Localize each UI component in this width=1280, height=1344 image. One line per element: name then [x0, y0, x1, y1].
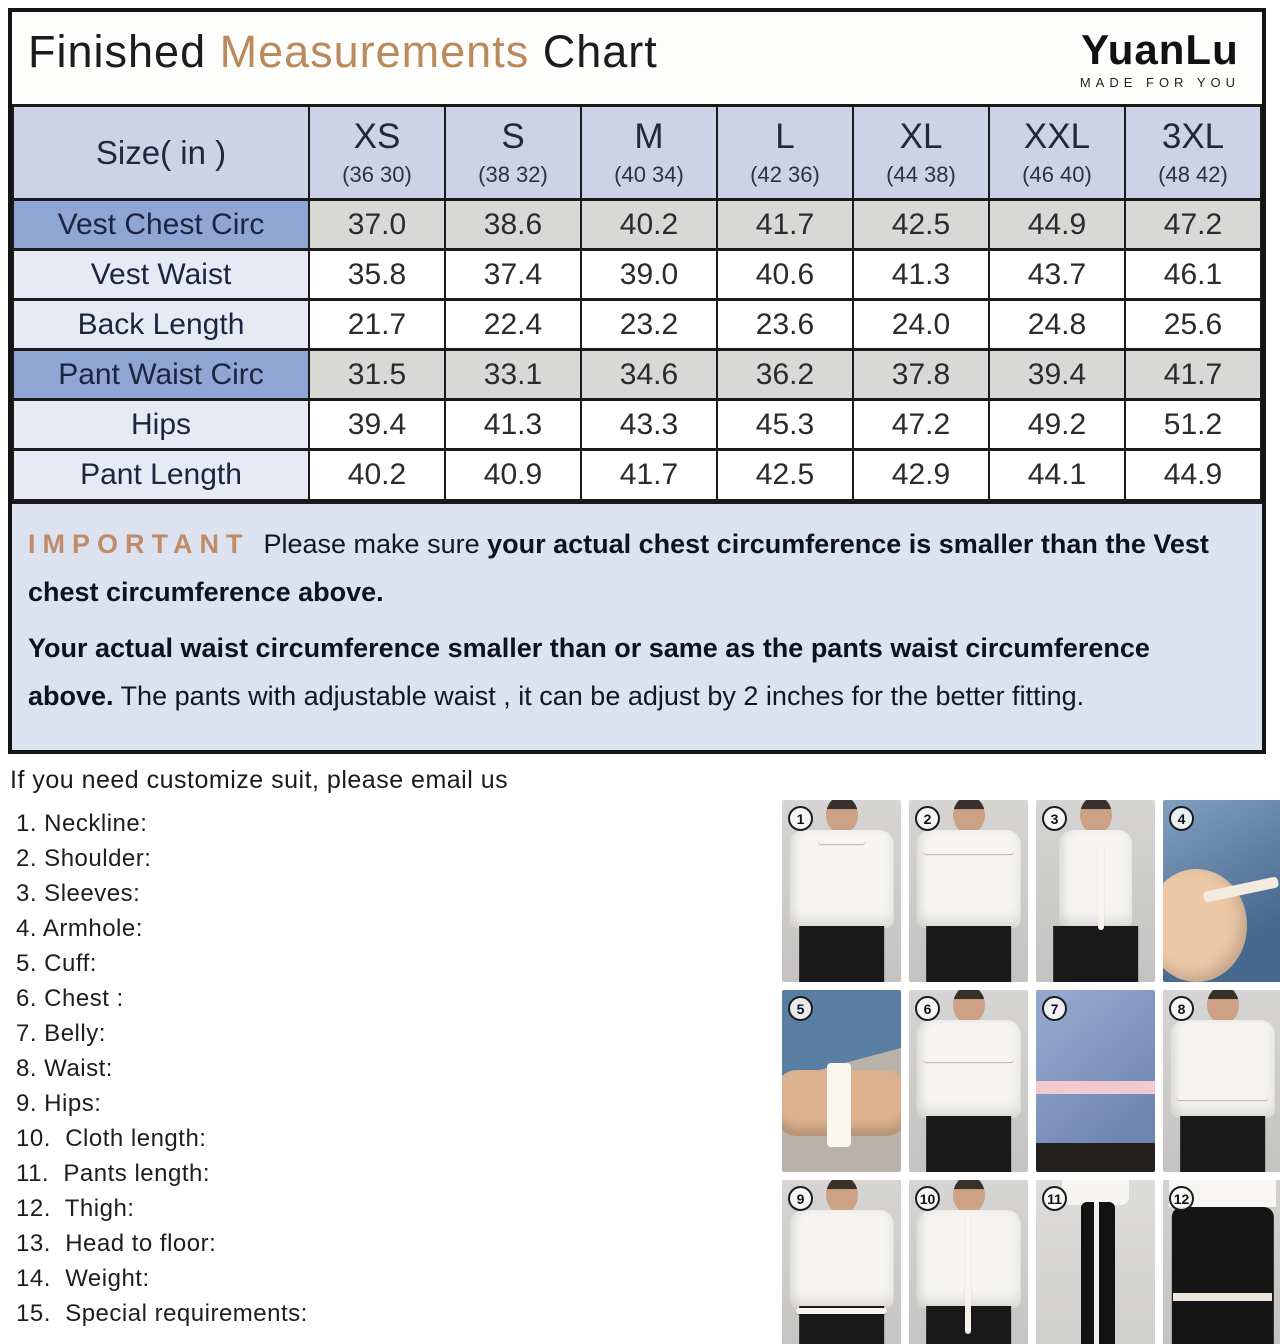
brand-name: YuanLu: [1081, 26, 1239, 73]
measuring-tape: [923, 848, 1013, 854]
cell-value: 39.4: [309, 400, 445, 450]
photo-cloth-length-measurement: [909, 1180, 1028, 1344]
list-item-armhole: 4. Armhole:: [16, 915, 143, 942]
col-header-3xl: 3XL (48 42): [1125, 106, 1261, 200]
page-title: [28, 26, 658, 78]
brand-tagline: MADE FOR YOU: [1079, 75, 1240, 91]
important-note: [12, 501, 1262, 750]
list-item-cuff: 5. Cuff:: [16, 950, 97, 977]
measuring-tape: [1036, 1081, 1155, 1094]
measuring-tape: [1173, 1293, 1273, 1301]
customize-heading: If you need customize suit, please email us: [10, 766, 509, 794]
cell-value: 41.7: [717, 200, 853, 250]
figure-torso: [916, 1020, 1021, 1118]
table-row-vest-chest: [13, 200, 1261, 250]
table-row-pant-length: [13, 450, 1261, 500]
row-label: Pant Waist Circ: [13, 350, 309, 400]
size-unit-header: Size( in ): [13, 106, 309, 200]
cell-value: 36.2: [717, 350, 853, 400]
photo-number-badge: 4: [1169, 806, 1194, 831]
size-measurements-table: [12, 104, 1262, 501]
photo-pants-length-measurement: [1036, 1180, 1155, 1344]
row-label: Vest Waist: [13, 250, 309, 300]
list-item-head-to-floor: 13. Head to floor:: [16, 1230, 217, 1257]
cell-value: 47.2: [1125, 200, 1261, 250]
figure-pants: [1180, 1116, 1266, 1172]
cell-value: 41.7: [581, 450, 717, 500]
photo-hips-measurement: [782, 1180, 901, 1344]
cell-value: 41.7: [1125, 350, 1261, 400]
photo-belly-measurement: [1036, 990, 1155, 1172]
cell-value: 40.6: [717, 250, 853, 300]
note-text: The pants with adjustable waist , it can be adjust by 2 inches for the better fitting.: [113, 680, 1085, 711]
photo-number-badge: 2: [915, 806, 940, 831]
figure-head: [953, 1180, 985, 1214]
list-item-pants-length: 11. Pants length:: [16, 1160, 211, 1187]
note-paragraph-waist: [28, 624, 1236, 720]
list-item-sleeves: 3. Sleeves:: [16, 880, 141, 907]
col-header-l: L (42 36): [717, 106, 853, 200]
table-row-pant-waist: [13, 350, 1261, 400]
photo-number-badge: 1: [788, 806, 813, 831]
figure-head: [1080, 800, 1112, 834]
photo-armhole-measurement: [1163, 800, 1280, 982]
figure-head: [953, 990, 985, 1024]
row-label: Hips: [13, 400, 309, 450]
list-item-cloth-length: 10. Cloth length:: [16, 1125, 207, 1152]
cell-value: 25.6: [1125, 300, 1261, 350]
cell-value: 38.6: [445, 200, 581, 250]
photo-chest-measurement: [909, 990, 1028, 1172]
cell-value: 44.1: [989, 450, 1125, 500]
table-row-vest-waist: [13, 250, 1261, 300]
cell-value: 46.1: [1125, 250, 1261, 300]
cell-value: 44.9: [989, 200, 1125, 250]
photo-number-badge: 10: [915, 1186, 940, 1211]
cell-value: 41.3: [853, 250, 989, 300]
cell-value: 41.3: [445, 400, 581, 450]
figure-pants: [926, 1116, 1012, 1172]
list-item-neckline: 1. Neckline:: [16, 810, 148, 837]
col-header-xl: XL (44 38): [853, 106, 989, 200]
cell-value: 24.0: [853, 300, 989, 350]
cell-value: 33.1: [445, 350, 581, 400]
list-item-waist: 8. Waist:: [16, 1055, 113, 1082]
customize-measurement-list: [16, 806, 308, 1331]
cell-value: 39.0: [581, 250, 717, 300]
note-text: Please make sure: [263, 528, 488, 559]
list-item-special-requirements: 15. Special requirements:: [16, 1300, 308, 1327]
title-part-finished: Finished: [28, 26, 220, 77]
cell-value: 51.2: [1125, 400, 1261, 450]
title-part-chart: Chart: [529, 26, 658, 77]
figure-head: [826, 1180, 858, 1214]
cell-value: 39.4: [989, 350, 1125, 400]
table-header-row: [13, 106, 1261, 200]
measuring-tape: [923, 1056, 1013, 1062]
cell-value: 43.3: [581, 400, 717, 450]
cell-value: 40.2: [309, 450, 445, 500]
brand-logo: [1080, 26, 1240, 90]
photo-number-badge: 7: [1042, 996, 1067, 1021]
cell-value: 42.5: [717, 450, 853, 500]
cell-value: 22.4: [445, 300, 581, 350]
col-header-m: M (40 34): [581, 106, 717, 200]
list-item-shoulder: 2. Shoulder:: [16, 845, 152, 872]
cell-value: 42.9: [853, 450, 989, 500]
figure-torso: [789, 1210, 894, 1308]
chart-header: [12, 12, 1262, 104]
photo-cuff-measurement: [782, 990, 901, 1172]
row-label: Vest Chest Circ: [13, 200, 309, 250]
measuring-tape: [1177, 1094, 1267, 1100]
col-header-s: S (38 32): [445, 106, 581, 200]
cell-value: 37.0: [309, 200, 445, 250]
cell-value: 40.2: [581, 200, 717, 250]
measurement-photo-grid: [782, 800, 1280, 1344]
col-header-xs: XS (36 30): [309, 106, 445, 200]
cell-value: 43.7: [989, 250, 1125, 300]
figure-head: [1207, 990, 1239, 1024]
measurements-chart-box: [8, 8, 1266, 754]
measuring-tape: [818, 838, 866, 844]
cell-value: 47.2: [853, 400, 989, 450]
measuring-tape: [1098, 844, 1104, 930]
list-item-chest: 6. Chest :: [16, 985, 124, 1012]
list-item-weight: 14. Weight:: [16, 1265, 150, 1292]
cell-value: 49.2: [989, 400, 1125, 450]
photo-number-badge: 6: [915, 996, 940, 1021]
photo-number-badge: 8: [1169, 996, 1194, 1021]
cell-value: 31.5: [309, 350, 445, 400]
photo-number-badge: 3: [1042, 806, 1067, 831]
photo-number-badge: 11: [1042, 1186, 1067, 1211]
list-item-hips: 9. Hips:: [16, 1090, 102, 1117]
cell-value: 23.6: [717, 300, 853, 350]
figure-head: [826, 800, 858, 834]
important-label: IMPORTANT: [28, 528, 250, 559]
cell-value: 37.8: [853, 350, 989, 400]
list-item-belly: 7. Belly:: [16, 1020, 106, 1047]
title-part-measurements: Measurements: [219, 26, 530, 77]
measuring-tape: [796, 1308, 886, 1314]
figure-pants: [1036, 1143, 1155, 1172]
photo-thigh-measurement: [1163, 1180, 1280, 1344]
figure-pants: [926, 926, 1012, 982]
cell-value: 45.3: [717, 400, 853, 450]
cell-value: 44.9: [1125, 450, 1261, 500]
photo-neckline-measurement: [782, 800, 901, 982]
row-label: Back Length: [13, 300, 309, 350]
cell-value: 35.8: [309, 250, 445, 300]
photo-shoulder-measurement: [909, 800, 1028, 982]
cell-value: 23.2: [581, 300, 717, 350]
cell-value: 21.7: [309, 300, 445, 350]
cell-value: 37.4: [445, 250, 581, 300]
measuring-tape: [827, 1063, 851, 1147]
figure-pants: [799, 926, 885, 982]
col-header-xxl: XXL (46 40): [989, 106, 1125, 200]
figure-head: [953, 800, 985, 834]
photo-number-badge: 9: [788, 1186, 813, 1211]
table-row-hips: [13, 400, 1261, 450]
photo-number-badge: 5: [788, 996, 813, 1021]
figure-pants: [1053, 926, 1139, 982]
figure-torso: [916, 830, 1021, 928]
figure-pants: [1171, 1207, 1273, 1344]
cell-value: 40.9: [445, 450, 581, 500]
figure-torso: [789, 830, 894, 928]
cell-value: 42.5: [853, 200, 989, 250]
measuring-tape: [1094, 1202, 1099, 1344]
photo-number-badge: 12: [1169, 1186, 1194, 1211]
list-item-thigh: 12. Thigh:: [16, 1195, 135, 1222]
note-text-bold: Your actual waist circumference smaller than or same as the pants waist circumference above.: [28, 632, 1150, 711]
row-label: Pant Length: [13, 450, 309, 500]
figure-torso: [1059, 830, 1133, 928]
figure-torso: [1170, 1020, 1275, 1118]
note-paragraph-chest: [28, 520, 1236, 616]
measuring-tape: [965, 1214, 971, 1334]
photo-waist-measurement: [1163, 990, 1280, 1172]
cell-value: 24.8: [989, 300, 1125, 350]
table-row-back-length: [13, 300, 1261, 350]
note-text-bold: your actual chest circumference is smaller than the Vest chest circumference above.: [28, 528, 1209, 607]
photo-sleeve-measurement: [1036, 800, 1155, 982]
cell-value: 34.6: [581, 350, 717, 400]
